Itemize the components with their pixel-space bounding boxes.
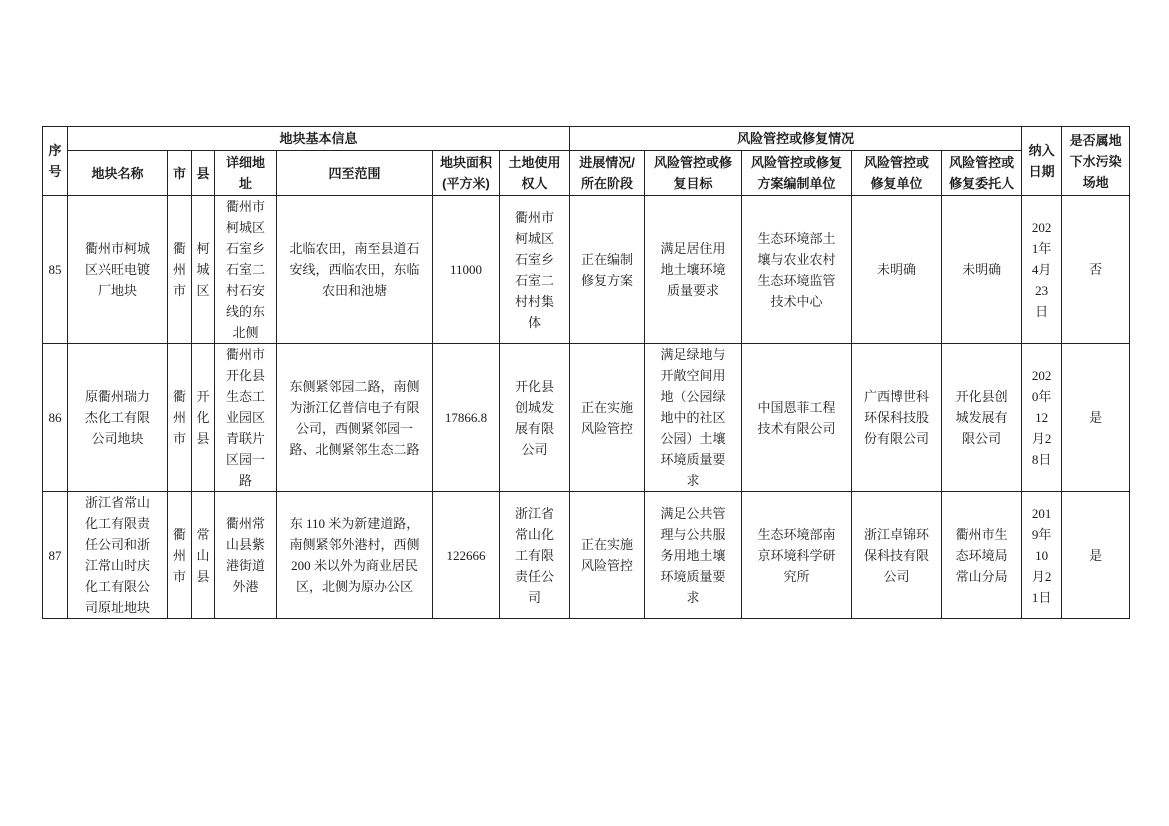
cell-county: 柯城区 xyxy=(192,196,215,344)
col-header-inclusion-date: 纳入日期 xyxy=(1022,127,1062,196)
cell-inclusion-date: 2020年12月28日 xyxy=(1022,344,1062,492)
col-header-address: 详细地址 xyxy=(215,151,277,196)
col-header-plan-agency: 风险管控或修复方案编制单位 xyxy=(742,151,852,196)
header-row-columns xyxy=(43,151,1130,196)
col-header-county: 县 xyxy=(192,151,215,196)
cell-plan-agency: 生态环境部南京环境科学研究所 xyxy=(742,492,852,619)
cell-land-use-right-holder: 开化县创城发展有限公司 xyxy=(500,344,570,492)
cell-remediation-client: 衢州市生态环境局常山分局 xyxy=(942,492,1022,619)
col-header-seq: 序号 xyxy=(43,127,68,196)
cell-parcel-name: 衢州市柯城区兴旺电镀厂地块 xyxy=(68,196,168,344)
cell-progress-stage: 正在实施风险管控 xyxy=(570,492,645,619)
cell-area: 17866.8 xyxy=(433,344,500,492)
cell-county: 常山县 xyxy=(192,492,215,619)
cell-address: 衢州市开化县生态工业园区青联片区园一路 xyxy=(215,344,277,492)
land-parcel-table-sheet xyxy=(42,126,1130,619)
cell-parcel-name: 原衢州瑞力杰化工有限公司地块 xyxy=(68,344,168,492)
cell-remediation-unit: 未明确 xyxy=(852,196,942,344)
table-row xyxy=(43,492,1130,619)
table-row xyxy=(43,344,1130,492)
cell-boundary-range: 东侧紧邻园二路，南侧为浙江亿普信电子有限公司，西侧紧邻园一路、北侧紧邻生态二路 xyxy=(277,344,433,492)
col-header-remediation-client: 风险管控或修复委托人 xyxy=(942,151,1022,196)
cell-plan-agency: 中国恩菲工程技术有限公司 xyxy=(742,344,852,492)
cell-remediation-unit: 浙江卓锦环保科技有限公司 xyxy=(852,492,942,619)
cell-remediation-client: 开化县创城发展有限公司 xyxy=(942,344,1022,492)
cell-remediation-goal: 满足绿地与开敞空间用地（公园绿地中的社区公园）土壤环境质量要求 xyxy=(645,344,742,492)
cell-seq: 86 xyxy=(43,344,68,492)
cell-area: 122666 xyxy=(433,492,500,619)
table-row xyxy=(43,196,1130,344)
header-row-groups xyxy=(43,127,1130,151)
cell-progress-stage: 正在编制修复方案 xyxy=(570,196,645,344)
cell-parcel-name: 浙江省常山化工有限责任公司和浙江常山时庆化工有限公司原址地块 xyxy=(68,492,168,619)
cell-plan-agency: 生态环境部土壤与农业农村生态环境监管技术中心 xyxy=(742,196,852,344)
cell-remediation-client: 未明确 xyxy=(942,196,1022,344)
cell-boundary-range: 北临农田，南至县道石安线，西临农田，东临农田和池塘 xyxy=(277,196,433,344)
cell-remediation-unit: 广西博世科环保科技股份有限公司 xyxy=(852,344,942,492)
col-header-area: 地块面积(平方米) xyxy=(433,151,500,196)
col-header-remediation-unit: 风险管控或修复单位 xyxy=(852,151,942,196)
cell-address: 衢州市柯城区石室乡石室二村石安线的东北侧 xyxy=(215,196,277,344)
col-header-city: 市 xyxy=(168,151,192,196)
cell-groundwater-site: 否 xyxy=(1062,196,1130,344)
cell-seq: 87 xyxy=(43,492,68,619)
cell-land-use-right-holder: 衢州市柯城区石室乡石室二村村集体 xyxy=(500,196,570,344)
cell-progress-stage: 正在实施风险管控 xyxy=(570,344,645,492)
col-header-progress-stage: 进展情况/所在阶段 xyxy=(570,151,645,196)
cell-inclusion-date: 2021年4月23日 xyxy=(1022,196,1062,344)
cell-groundwater-site: 是 xyxy=(1062,344,1130,492)
land-parcel-risk-control-table xyxy=(42,126,1130,619)
cell-seq: 85 xyxy=(43,196,68,344)
group-header-basic-info: 地块基本信息 xyxy=(68,127,570,151)
cell-address: 衢州常山县紫港街道外港 xyxy=(215,492,277,619)
cell-city: 衢州市 xyxy=(168,344,192,492)
cell-land-use-right-holder: 浙江省常山化工有限责任公司 xyxy=(500,492,570,619)
cell-inclusion-date: 2019年10月21日 xyxy=(1022,492,1062,619)
col-header-remediation-goal: 风险管控或修复目标 xyxy=(645,151,742,196)
cell-county: 开化县 xyxy=(192,344,215,492)
cell-city: 衢州市 xyxy=(168,196,192,344)
col-header-boundary-range: 四至范围 xyxy=(277,151,433,196)
cell-remediation-goal: 满足居住用地土壤环境质量要求 xyxy=(645,196,742,344)
col-header-groundwater-site: 是否属地下水污染场地 xyxy=(1062,127,1130,196)
group-header-risk-control: 风险管控或修复情况 xyxy=(570,127,1022,151)
cell-remediation-goal: 满足公共管理与公共服务用地土壤环境质量要求 xyxy=(645,492,742,619)
cell-city: 衢州市 xyxy=(168,492,192,619)
cell-area: 11000 xyxy=(433,196,500,344)
cell-boundary-range: 东 110 米为新建道路，南侧紧邻外港村，西侧 200 米以外为商业居民区，北侧为原办公区 xyxy=(277,492,433,619)
cell-groundwater-site: 是 xyxy=(1062,492,1130,619)
col-header-parcel-name: 地块名称 xyxy=(68,151,168,196)
col-header-land-use-right-holder: 土地使用权人 xyxy=(500,151,570,196)
